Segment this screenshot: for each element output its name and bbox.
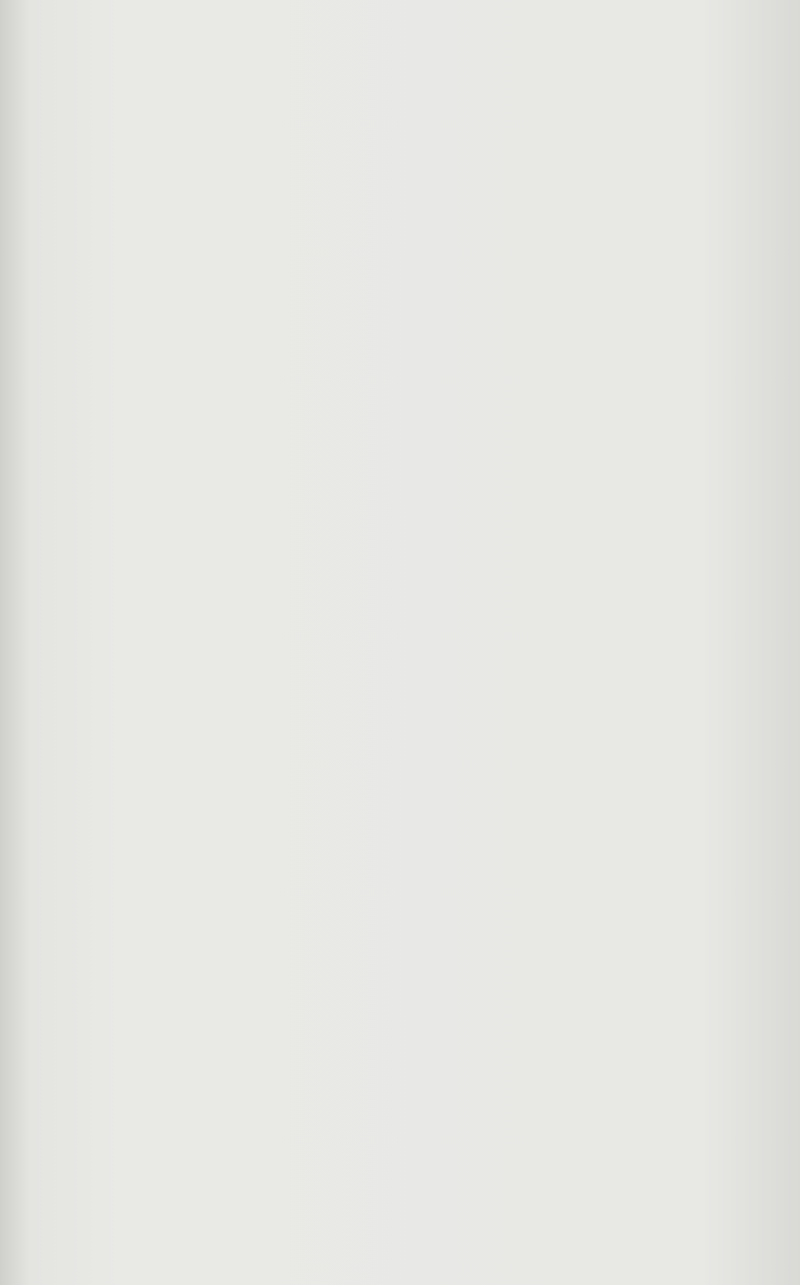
paragraph-type-a [60,1124,700,1150]
paragraph-analysis [60,887,700,913]
text-line [60,888,82,912]
list-item-1 [60,934,700,960]
paragraph-authors [60,1029,700,1055]
list-item-2 [60,982,700,1008]
text-line [60,1078,82,1102]
text-line [60,983,82,1007]
text-line [60,935,82,959]
body-text-bottom [60,866,700,1171]
text-line [60,1030,82,1054]
paragraph-relief [60,1077,700,1103]
text-line-mixed [60,1125,82,1149]
